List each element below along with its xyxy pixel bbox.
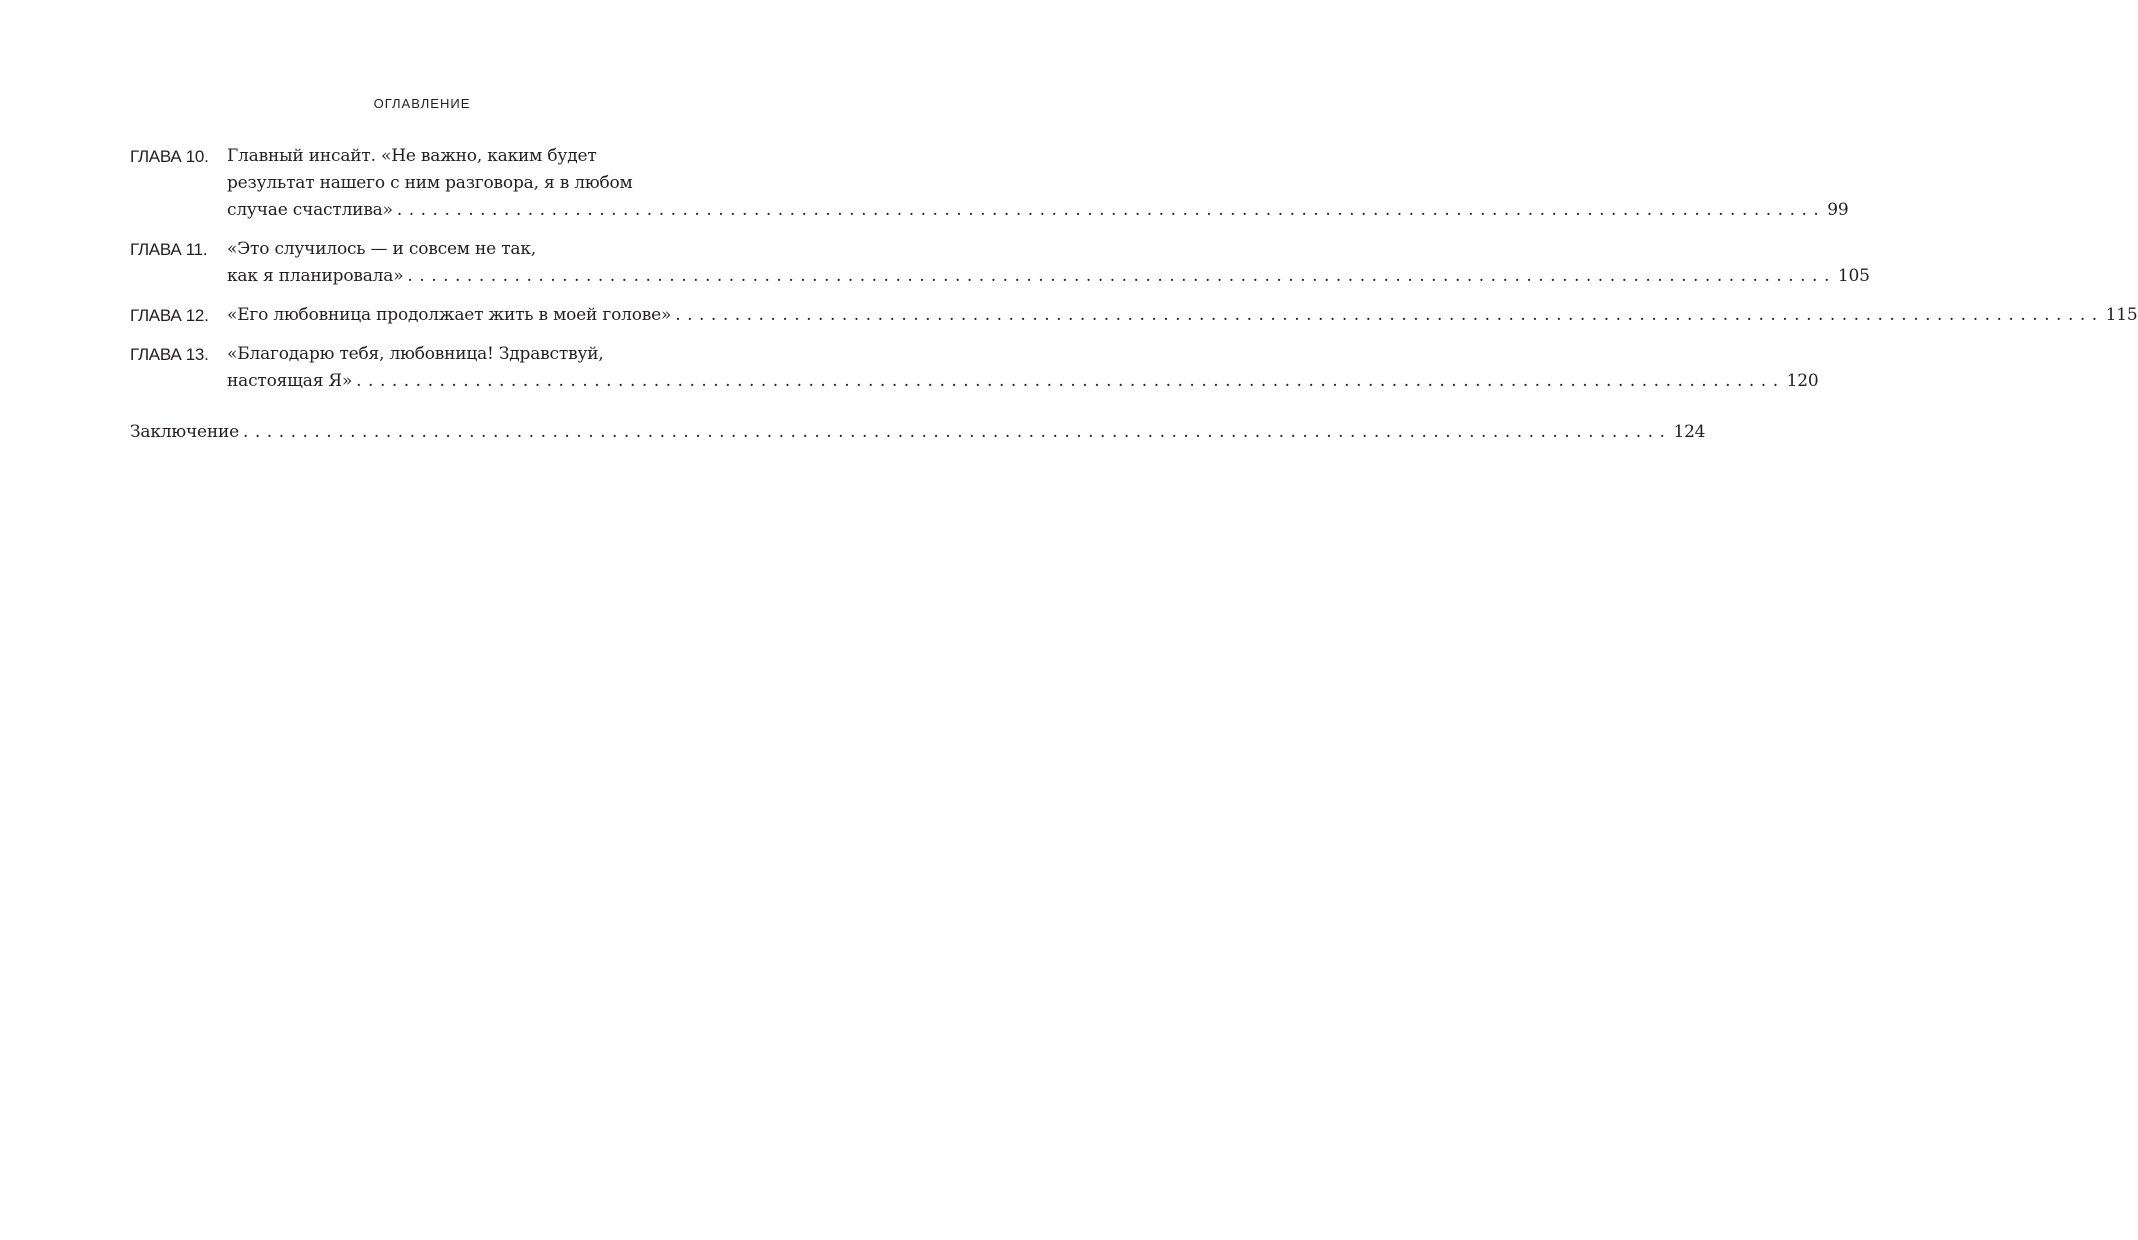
chapter-title [227,236,1870,290]
toc-entry-chapter-11[interactable] [130,236,1870,290]
chapter-title [227,143,1849,224]
title-line: случае счастлива» [227,200,393,220]
dot-leader: ........................................................................................................................ [396,200,1826,220]
chapter-title [227,341,1819,395]
title-line: результат нашего с ним разговора, я в любом [227,173,633,193]
title-line: Главный инсайт. «Не важно, каким будет [227,146,597,166]
page-number: 105 [1837,266,1870,286]
chapter-label: ГЛАВА 10. [130,147,209,166]
dot-leader: ........................................................................................................................ [407,266,1836,286]
conclusion-title: Заключение [130,422,239,442]
title-line: настоящая Я» [227,371,353,391]
dot-leader: ........................................................................................................................ [675,305,2104,325]
dot-leader: ........................................................................................................................ [242,422,1672,442]
title-last-line [227,197,1849,224]
page-number: 124 [1673,422,1706,442]
title-last-line [227,368,1819,395]
page-number: 120 [1786,371,1819,391]
title-last-line [227,263,1870,290]
title-last-line [227,302,2138,329]
table-of-contents [130,143,2138,458]
conclusion-body [130,419,1706,446]
running-head: ОГЛАВЛЕНИЕ [373,96,471,111]
chapter-label: ГЛАВА 13. [130,345,209,364]
title-line: как я планировала» [227,266,404,286]
toc-entry-conclusion[interactable] [130,419,1706,446]
toc-entry-chapter-13[interactable] [130,341,1819,395]
title-line: «Это случилось — и совсем не так, [227,239,536,259]
page-number: 115 [2105,305,2138,325]
chapter-label: ГЛАВА 12. [130,306,209,325]
toc-entry-chapter-12[interactable] [130,302,2138,329]
chapter-title [227,302,2138,329]
title-line: «Его любовница продолжает жить в моей голове» [227,305,672,325]
page-number: 99 [1827,200,1849,220]
conclusion-line [130,419,1706,446]
dot-leader: ........................................................................................................................ [356,371,1785,391]
chapter-label: ГЛАВА 11. [130,240,208,259]
toc-entry-chapter-10[interactable] [130,143,1849,224]
title-line: «Благодарю тебя, любовница! Здравствуй, [227,344,604,364]
